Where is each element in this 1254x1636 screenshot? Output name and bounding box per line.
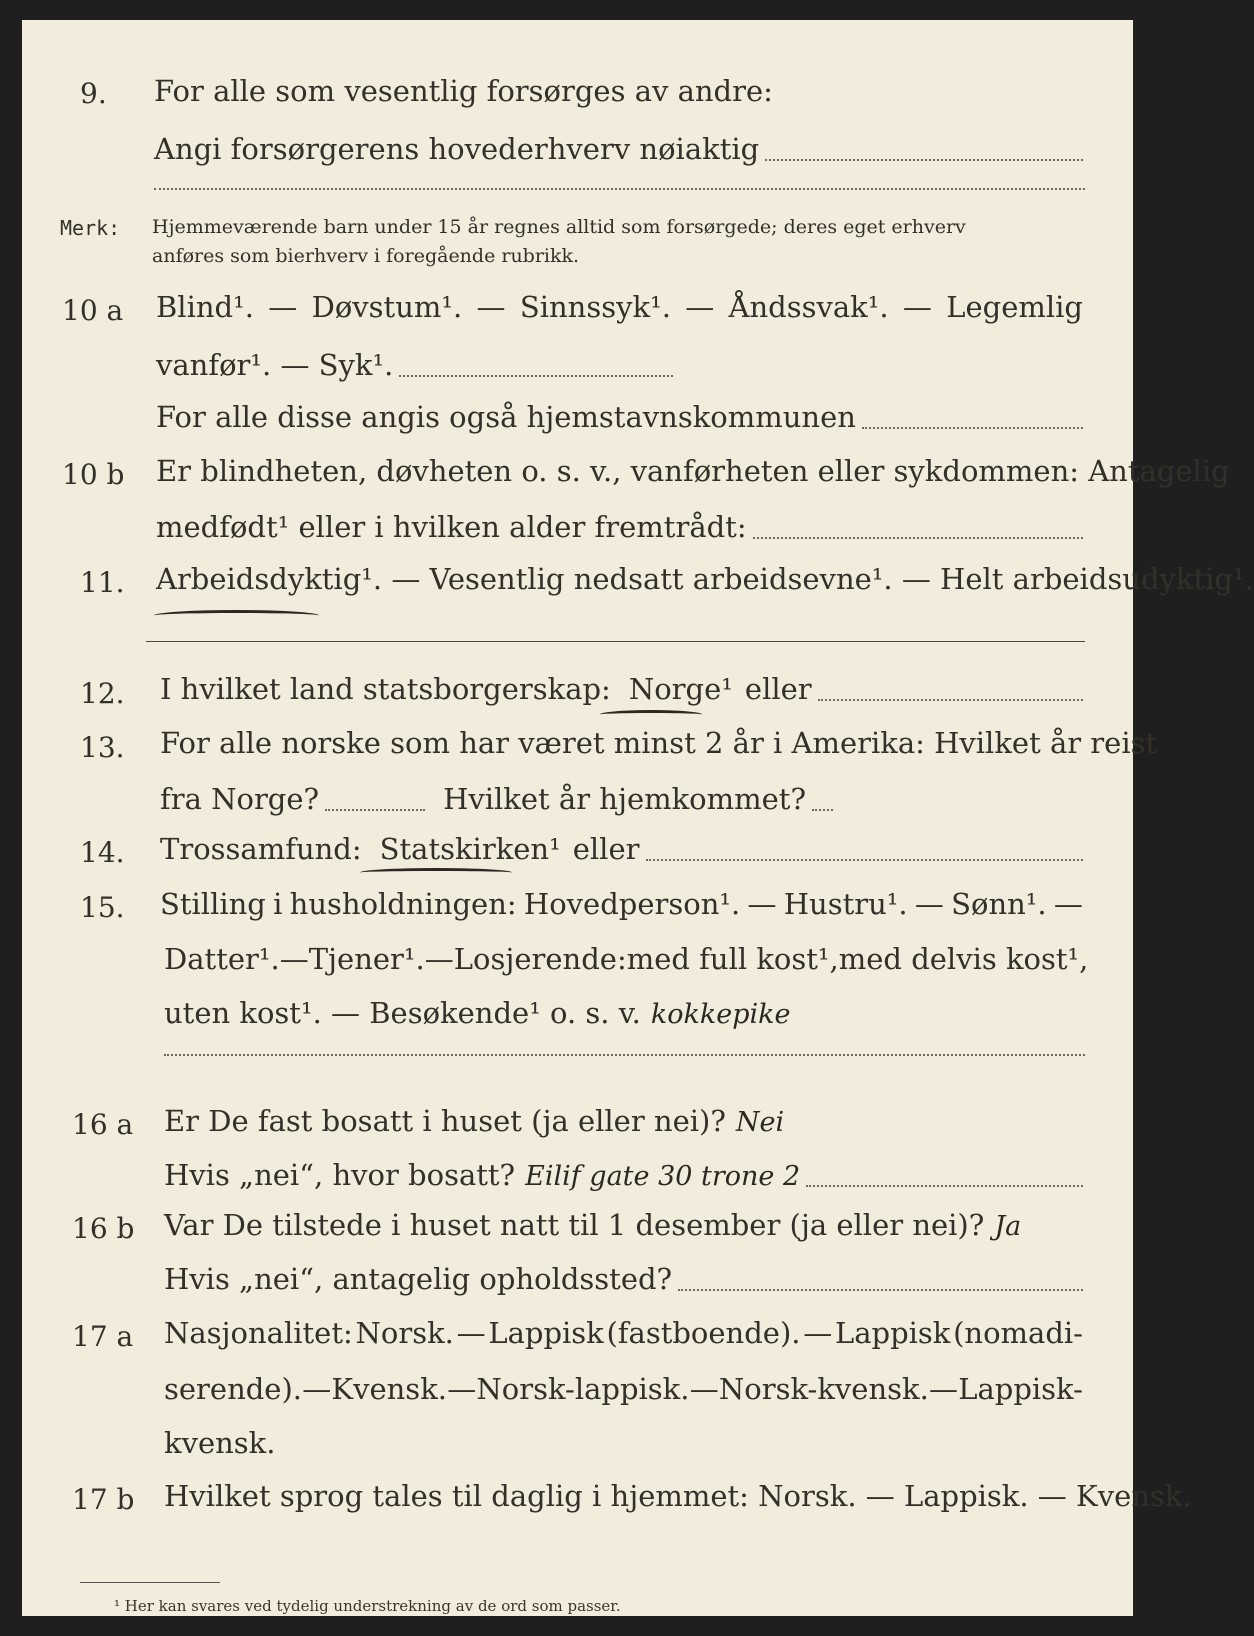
q12-answer-field[interactable] (818, 699, 1083, 701)
q10a-line1 (156, 290, 1083, 325)
q9-line2 (154, 132, 1083, 167)
q15-line3 (164, 996, 1083, 1031)
q15-handwritten-answer: kokkepike (650, 999, 791, 1030)
q12-line (160, 672, 1083, 707)
q14-answer-field[interactable] (646, 859, 1084, 861)
q10b-number: 10 b (62, 458, 125, 491)
q9-line1 (154, 74, 1083, 109)
q17a-opt-norsk: Norsk. (355, 1316, 454, 1350)
q11-text: Arbeidsdyktig¹. — Vesentlig nedsatt arbeidsevne¹. — Helt arbeidsudyktig¹. (156, 562, 1254, 596)
q10b-text1: Er blindheten, døvheten o. s. v., vanførheten eller sykdommen: Antagelig (156, 454, 1230, 488)
q9-answer-line[interactable] (154, 188, 1085, 190)
q10a-number: 10 a (62, 294, 124, 327)
q11-number: 11. (80, 566, 125, 599)
q14-eller: eller (572, 832, 640, 866)
q17a-w5: (fastboende). (606, 1316, 801, 1350)
q17a-opt-norsk-lappisk: Norsk-lappisk. (476, 1372, 690, 1406)
q15-losjerende: Losjerende: (453, 942, 627, 976)
merk-line1: Hjemmeværende barn under 15 år regnes alltid som forsørgede; deres eget erhverv (152, 216, 966, 238)
q17a-dash4: — (447, 1372, 477, 1406)
q15-opt-datter: Datter¹. (164, 942, 280, 976)
q17a-w4: Lappisk (488, 1316, 604, 1350)
q10b-line2 (156, 510, 1083, 545)
q17a-number: 17 a (72, 1320, 134, 1353)
q16a-line1 (164, 1104, 783, 1139)
q15-dash5: — (424, 942, 454, 976)
q15-line2 (164, 942, 1089, 977)
q16b-text1: Var De tilstede i huset natt til 1 desember (ja eller nei)? (164, 1208, 985, 1242)
q15-opt-fullkost: med full kost¹, (626, 942, 839, 976)
q17a-w7: Lappisk (834, 1316, 951, 1350)
q15-w2: i (273, 887, 283, 921)
q17a-line2 (164, 1372, 1083, 1407)
q10a-text2: vanfør¹. — Syk¹. (156, 348, 394, 382)
q13-line2 (160, 782, 833, 817)
q17a-dash1: — (456, 1316, 486, 1350)
q15-answer-line[interactable] (164, 1054, 1085, 1056)
q13-text2a: fra Norge? (160, 782, 320, 816)
q10a-dash4: — (902, 290, 932, 324)
q14-number: 14. (80, 836, 125, 869)
q12-text: I hvilket land statsborgerskap: (160, 672, 611, 706)
q17a-opt-kvensk: Kvensk. (331, 1372, 447, 1406)
q16b-answer-field[interactable] (678, 1289, 1083, 1291)
merk-text (152, 213, 1083, 272)
q16a-handwritten-answer2: Eilif gate 30 trone 2 (525, 1161, 801, 1192)
q17b-text: Hvilket sprog tales til daglig i hjemmet: Norsk. — Lappisk. — Kvensk. (164, 1479, 1192, 1513)
q16b-handwritten-answer1: Ja (994, 1211, 1022, 1242)
q14-line (160, 832, 1083, 867)
q15-dash2: — (914, 887, 944, 921)
q15-w1: Stilling (160, 887, 266, 921)
q12-number: 12. (80, 677, 125, 710)
q10a-hjemstavn-field[interactable] (862, 427, 1083, 429)
footnote-rule (80, 1582, 220, 1583)
q13-reist-field[interactable] (325, 809, 425, 811)
q17a-dash6: — (929, 1372, 959, 1406)
q11-answer-line[interactable] (146, 641, 1085, 642)
q15-opt-tjener: Tjener¹. (308, 942, 425, 976)
q17a-dash2: — (803, 1316, 833, 1350)
q15-line1 (160, 887, 1083, 922)
q11-line (156, 562, 1254, 597)
q10a-line3 (156, 400, 1083, 435)
q16a-handwritten-answer1: Nei (735, 1107, 785, 1138)
q10a-line2 (156, 348, 673, 383)
q17a-dash3: — (302, 1372, 332, 1406)
q13-number: 13. (80, 731, 125, 764)
q17a-line1 (164, 1316, 1083, 1351)
q15-opt-delviskost: med delvis kost¹, (838, 942, 1089, 976)
q13-text1: For alle norske som har været minst 2 år i Amerika: Hvilket år reist (160, 726, 1158, 760)
q9-number: 9. (80, 77, 107, 110)
q9-text2: Angi forsørgerens hovederhverv nøiaktig (154, 132, 760, 166)
q10b-answer-field[interactable] (753, 537, 1083, 539)
q11-handwritten-underline (154, 610, 319, 621)
q13-text2b: Hvilket år hjemkommet? (443, 782, 807, 816)
q15-text3: uten kost¹. — Besøkende¹ o. s. v. (164, 996, 641, 1030)
q10a-opt-legemlig: Legemlig (946, 290, 1083, 324)
q10a-syk-field[interactable] (399, 375, 673, 377)
merk-line2: anføres som bierhverv i foregående rubrikk. (152, 245, 580, 268)
q13-hjemkommet-field[interactable] (812, 809, 833, 811)
q16b-text2: Hvis „nei“, antagelig opholdssted? (164, 1262, 673, 1296)
q15-w3: husholdningen: (289, 887, 517, 921)
q12-eller: eller (744, 672, 812, 706)
q17a-line3 (164, 1426, 1083, 1461)
q16b-line1 (164, 1208, 1083, 1243)
q13-line1 (160, 726, 1158, 761)
q17b-number: 17 b (72, 1483, 135, 1516)
q15-opt-sonn: Sønn¹. (951, 887, 1047, 921)
q14-handwritten-underline (360, 868, 512, 877)
q15-dash4: — (279, 942, 309, 976)
q10a-opt-dovstum: Døvstum¹. (311, 290, 463, 324)
q15-opt-hustru: Hustru¹. (783, 887, 908, 921)
q14-label: Trossamfund: (160, 832, 362, 866)
q10b-text2: medfødt¹ eller i hvilken alder fremtrådt: (156, 510, 747, 544)
q16b-line2 (164, 1262, 1083, 1297)
q10a-opt-blind: Blind¹. (156, 290, 254, 324)
q17a-w8: (nomadi- (953, 1316, 1083, 1350)
q17a-w17: Lappisk- (958, 1372, 1083, 1406)
footnote: ¹ Her kan svares ved tydelig understrekning av de ord som passer. (114, 1597, 621, 1615)
q10a-text3: For alle disse angis også hjemstavnskommunen (156, 400, 856, 434)
q12-choice-norge: Norge¹ (628, 672, 733, 706)
q17a-dash5: — (689, 1372, 719, 1406)
q15-opt-hovedperson: Hovedperson¹. (523, 887, 741, 921)
q10a-dash2: — (476, 290, 506, 324)
q17a-opt-norsk-kvensk: Norsk-kvensk. (718, 1372, 929, 1406)
q15-dash1: — (747, 887, 777, 921)
census-form-page (22, 20, 1254, 1616)
q10a-opt-sinnssyk: Sinnssyk¹. (519, 290, 671, 324)
q14-choice-statskirken: Statskirken¹ (379, 832, 561, 866)
q16a-text1: Er De fast bosatt i huset (ja eller nei)? (164, 1104, 726, 1138)
q9-text1: For alle som vesentlig forsørges av andre: (154, 74, 773, 108)
q16a-line2 (164, 1158, 1083, 1193)
q17a-w1: Nasjonalitet: (164, 1316, 353, 1350)
q16a-number: 16 a (72, 1108, 134, 1141)
q15-number: 15. (80, 891, 125, 924)
q16b-number: 16 b (72, 1212, 135, 1245)
q16a-text2: Hvis „nei“, hvor bosatt? (164, 1158, 516, 1192)
q15-dash3: — (1053, 887, 1083, 921)
q10a-dash1: — (268, 290, 298, 324)
q12-handwritten-underline (600, 710, 702, 719)
q10b-line1 (156, 454, 1230, 489)
q17a-w9: serende). (164, 1372, 303, 1406)
q9-answer-field[interactable] (765, 159, 1083, 161)
q17b-line (164, 1479, 1192, 1514)
q10a-dash3: — (685, 290, 715, 324)
q16a-answer-field[interactable] (806, 1185, 1083, 1187)
q17a-text3: kvensk. (164, 1426, 276, 1460)
q10a-opt-andssvak: Åndssvak¹. (728, 290, 889, 324)
merk-label: Merk: (60, 216, 121, 240)
